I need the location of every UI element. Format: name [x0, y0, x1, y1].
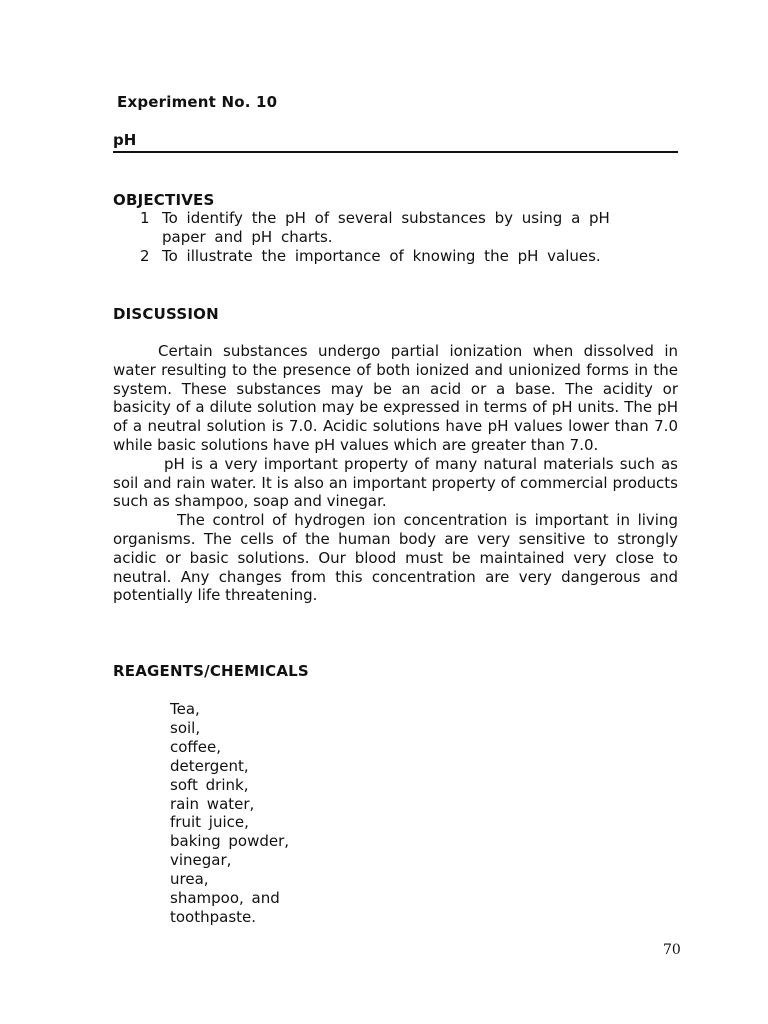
objectives-heading: OBJECTIVES — [113, 191, 215, 209]
reagent-item: baking powder, — [170, 832, 290, 851]
title-divider — [113, 151, 678, 153]
objective-number: 1 — [140, 209, 150, 227]
reagent-item: rain water, — [170, 794, 255, 813]
objective-item — [113, 209, 633, 247]
reagent-item: Tea, — [170, 700, 200, 718]
reagent-item: urea, — [170, 870, 209, 889]
experiment-number: Experiment No. 10 — [117, 93, 278, 111]
reagent-item: soft drink, — [170, 775, 249, 794]
reagents-list — [170, 700, 289, 927]
reagent-item: toothpaste. — [170, 907, 257, 926]
discussion-paragraph: Certain substances undergo partial ionization when dissolved in water resulting to the presence of both ionized and unionized forms in the system. These substances may be an acid or a base. The acidity or basicity of a dilute solution may be expressed in terms of pH units. The pH of a neutral solution is 7.0. Acidic solutions have pH values lower than 7.0 while basic solutions have pH values which are greater than 7.0. — [113, 342, 678, 454]
discussion-paragraph: pH is a very important property of many natural materials such as soil and rain water. It is also an important property of commercial products such as shampoo, soap and vinegar. — [113, 454, 678, 511]
reagent-item: detergent, — [170, 756, 249, 775]
reagent-item: shampoo, and — [170, 889, 280, 908]
experiment-topic: pH — [113, 131, 137, 149]
reagent-item: vinegar, — [170, 851, 232, 870]
reagents-heading: REAGENTS/CHEMICALS — [113, 662, 309, 680]
discussion-body — [113, 342, 678, 605]
objective-item — [113, 247, 633, 266]
page-number: 70 — [663, 942, 681, 958]
reagent-item: coffee, — [170, 737, 221, 756]
objective-text: To identify the pH of several substances by using a pH paper and pH charts. — [162, 209, 610, 246]
discussion-paragraph: The control of hydrogen ion concentration is important in living organisms. The cells of the human body are very sensitive to strongly acidic or basic solutions. Our blood must be maintained very close to neutral. Any changes from this concentration are very dangerous and potentially life threatening. — [113, 511, 678, 605]
objective-number: 2 — [140, 247, 150, 265]
discussion-heading: DISCUSSION — [113, 305, 219, 323]
objective-text: To illustrate the importance of knowing the pH values. — [162, 247, 601, 265]
objectives-list — [113, 209, 633, 266]
reagent-item: fruit juice, — [170, 813, 249, 832]
reagent-item: soil, — [170, 718, 201, 737]
